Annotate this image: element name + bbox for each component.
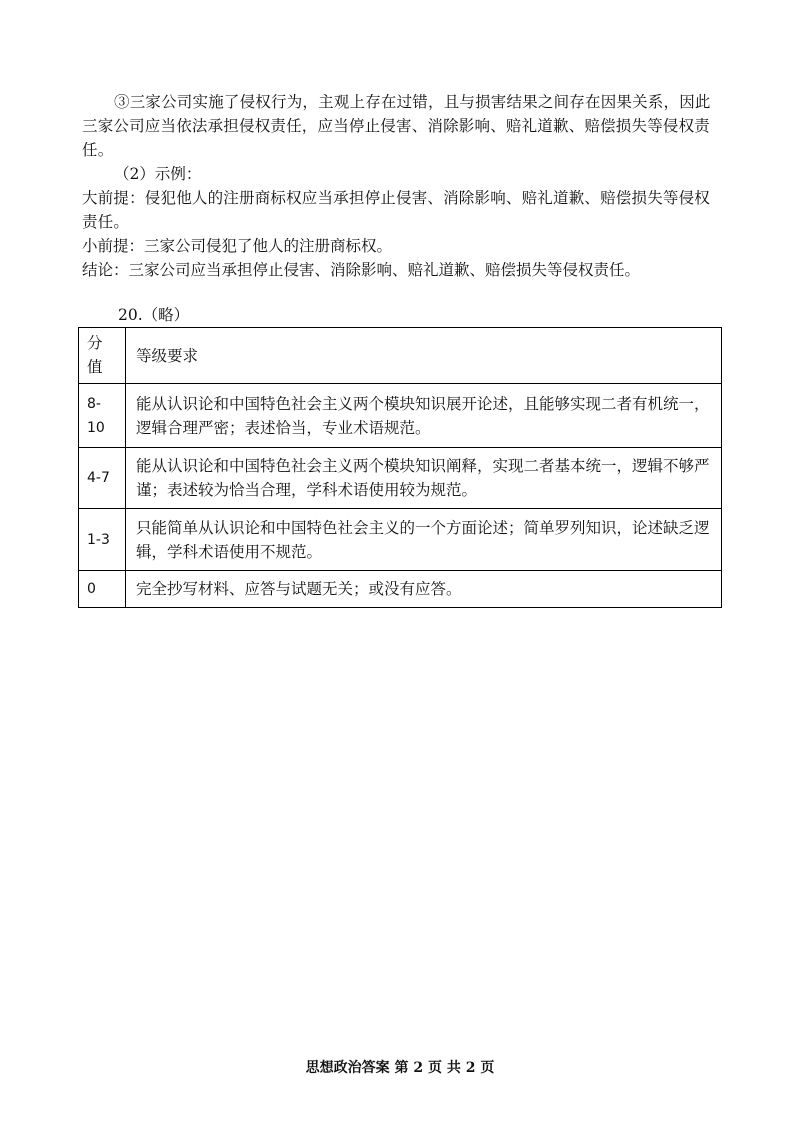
score-header-text: 分值 <box>87 334 103 376</box>
table-row <box>79 571 722 608</box>
table-row <box>79 448 722 509</box>
example-heading: （2）示例： <box>114 165 202 183</box>
score-cell: 8-10 <box>79 384 126 448</box>
page-footer: 思想政治答案 第 2 页 共 2 页 <box>305 1060 495 1076</box>
score-cell: 0 <box>79 571 126 608</box>
score-cell: 1-3 <box>79 509 126 571</box>
table-row <box>79 384 722 448</box>
table-header-row <box>79 328 722 384</box>
paragraph-conclusion-3: ③三家公司实施了侵权行为，主观上存在过错，且与损害结果之间存在因果关系，因此三家公司应当依法承担侵权责任，应当停止侵害、消除影响、赔礼道歉、赔偿损失等侵权责任。 <box>82 93 711 159</box>
requirement-cell: 完全抄写材料、应答与试题无关；或没有应答。 <box>126 571 722 608</box>
requirement-header: 等级要求 <box>126 328 722 384</box>
table-row <box>79 509 722 571</box>
grading-table <box>78 327 722 608</box>
minor-premise: 小前提：三家公司侵犯了他人的注册商标权。 <box>82 237 393 255</box>
requirement-cell: 能从认识论和中国特色社会主义两个模块知识阐释，实现二者基本统一，逻辑不够严谨；表述较为恰当合理，学科术语使用较为规范。 <box>126 448 722 509</box>
major-premise: 大前提：侵犯他人的注册商标权应当承担停止侵害、消除影响、赔礼道歉、赔偿损失等侵权责任。 <box>82 189 711 231</box>
score-header <box>79 328 126 384</box>
conclusion: 结论：三家公司应当承担停止侵害、消除影响、赔礼道歉、赔偿损失等侵权责任。 <box>82 261 641 279</box>
requirement-cell: 只能简单从认识论和中国特色社会主义的一个方面论述；简单罗列知识，论述缺乏逻辑，学科术语使用不规范。 <box>126 509 722 571</box>
question-20-label: 20.（略） <box>118 306 190 324</box>
score-cell: 4-7 <box>79 448 126 509</box>
requirement-cell: 能从认识论和中国特色社会主义两个模块知识展开论述，且能够实现二者有机统一，逻辑合理严密；表述恰当，专业术语规范。 <box>126 384 722 448</box>
